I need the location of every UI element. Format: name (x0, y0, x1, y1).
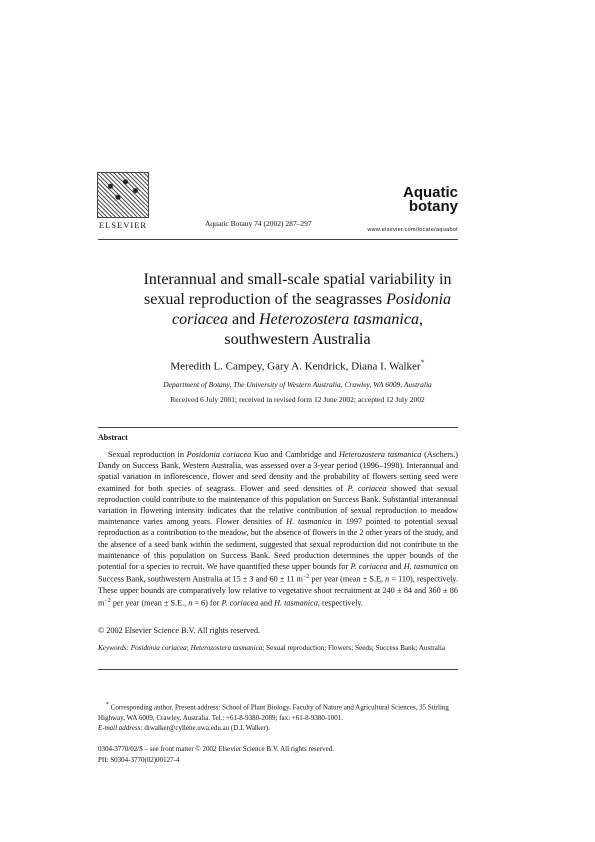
author-names: Meredith L. Campey, Gary A. Kendrick, Diana I. Walker (170, 360, 421, 373)
authors (60, 358, 535, 373)
header-rule (98, 239, 458, 240)
title-line-2: sexual reproduction of the seagrasses (143, 291, 387, 308)
title-line-4: southwestern Australia (224, 331, 371, 348)
copyright-notice: © 2002 Elsevier Science B.V. All rights reserved. (98, 626, 261, 635)
corresponding-author-link[interactable]: * (420, 358, 425, 367)
elsevier-tree-icon (97, 172, 149, 218)
elsevier-logo (97, 172, 149, 228)
abstract-top-rule (98, 427, 458, 428)
journal-logo-line1: Aquatic (402, 184, 458, 201)
title-and: and (228, 311, 260, 328)
title-line-1: Interannual and small-scale spatial variability in (143, 271, 452, 288)
footnote-text: Corresponding author. Present address: School of Plant Biology, Faculty of Nature and Agricultural Sciences, 35 Stirling Highway, WA 6009, Crawley, Australia. Tel.: +61-8-9380-2089; fax: +61-8-9380-1001. (98, 703, 449, 722)
front-matter (98, 744, 334, 765)
pii-line: PII: S0304-3770(02)00127-4 (98, 755, 180, 764)
article-title (60, 270, 535, 350)
issn-line: 0304-3770/02/$ – see front matter © 2002 Elsevier Science B.V. All rights reserved. (98, 745, 334, 753)
footnote-mark: * (106, 702, 109, 708)
abstract-paragraph: Sexual reproduction in Posidonia coriacea Kuo and Cambridge and Heterozostera tasmanica (Aschers.) Dandy on Success Bank, Western Australia, was assessed over a 3-year period (1996–1998). Interannual and spatial variation in inflorescence, flower and seed density and the probability of flowers setting seed were examined for both species of seagrass. Flower and seed densities of P. coriacea showed that sexual reproduction could contribute to the maintenance of this population on Success Bank. Substantial interannual variation in flowering intensity indicates that the relative contribution of sexual reproduction to meadow maintenance varies among years. Flower densities of H. tasmanica in 1997 pointed to potential sexual reproduction as a contribution to the meadow, but the absence of flowers in the 2 other years of the study, and the absence of a seed bank within the sediment, suggested that sexual reproduction did not contribute to the maintenance of this population on Success Bank. Seed production determines the upper bounds of the potential for a species to recruit. We have quantified these upper bounds for P. coriacea and H. tasmanica on Success Bank, southwestern Australia at 15 ± 3 and 60 ± 11 $m^{-2}$ per year (mean ± S.E, n = 110), respectively. These upper bounds are comparatively low relative to vegetative shoot recruitment at 240 ± 84 and 360 ± 86 $m^{-2}$ per year (mean ± S.E., n = 6) for P. coriacea and H. tasmanica, respectively. (98, 450, 459, 609)
journal-reference: Aquatic Botany 74 (2002) 287–297 (205, 219, 312, 228)
abstract-body (98, 449, 458, 609)
title-comma: , (418, 311, 423, 328)
keywords: Keywords: Posidonia coriacea; Heterozostera tasmanica; Sexual reproduction; Flowers; Seeds; Success Bank; Australia (98, 644, 446, 652)
abstract-heading: Abstract (98, 433, 128, 442)
affiliation: Department of Botany, The University of Western Australia, Crawley, WA 6009, Australia (163, 380, 432, 389)
received-dates: Received 6 July 2001; received in revised form 12 June 2002; accepted 12 July 2002 (170, 395, 425, 404)
email-label: E-mail address: (98, 724, 143, 733)
keywords-label: Keywords: (98, 644, 129, 652)
journal-logo-line2: botany (408, 198, 458, 215)
title-species-2: Heterozostera tasmanica (259, 311, 419, 328)
title-species-1: Posidonia (386, 291, 452, 308)
email-link[interactable]: diwalker@cyllene.uwa.edu.au (D.I. Walker). (142, 724, 270, 733)
journal-url-link[interactable]: www.elsevier.com/locate/aquabot (367, 227, 458, 233)
abstract-bottom-rule (98, 669, 458, 670)
journal-logo (383, 186, 458, 214)
title-species-1b: coriacea (172, 311, 229, 328)
publisher-word: ELSEVIER (98, 220, 148, 230)
corresponding-footnote (98, 700, 458, 734)
